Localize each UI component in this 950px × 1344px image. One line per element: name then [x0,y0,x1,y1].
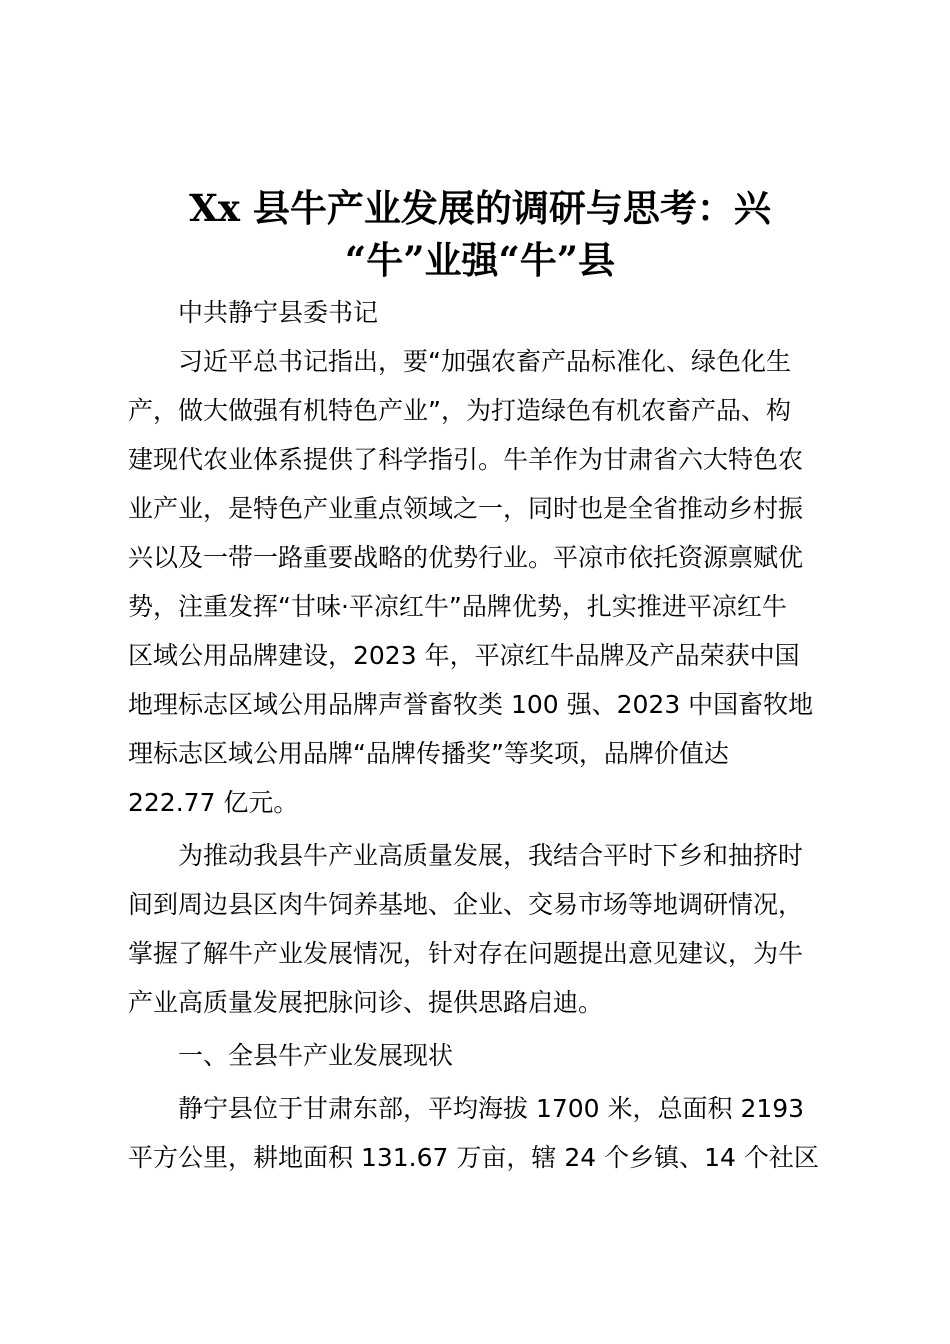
paragraph-purpose [128,831,840,1027]
text-line: 为推动我县牛产业高质量发展，我结合平时下乡和抽挤时 [178,841,804,870]
text-line: 区域公用品牌建设，2023 年，平凉红牛品牌及产品荣获中国 [128,641,800,670]
text-line: 产业高质量发展把脉问诊、提供思路启迪。 [128,988,604,1017]
text-line: 业产业，是特色产业重点领域之一，同时也是全省推动乡村振 [128,494,804,523]
text-line: 势，注重发挥“甘味·平凉红牛”品牌优势，扎实推进平凉红牛 [128,592,787,621]
paragraph-status [128,1084,840,1182]
document-body [128,288,840,1182]
author-text: 中共静宁县委书记 [178,298,379,327]
text-line: 掌握了解牛产业发展情况，针对存在问题提出意见建议，为牛 [128,939,804,968]
text-line: 间到周边县区肉牛饲养基地、企业、交易市场等地调研情况， [128,890,804,919]
text-line: 习近平总书记指出，要“加强农畜产品标准化、绿色化生 [178,347,791,376]
section-heading-text: 一、全县牛产业发展现状 [178,1041,454,1070]
text-line: 建现代农业体系提供了科学指引。牛羊作为甘肃省六大特色农 [128,445,804,474]
paragraph-intro [128,337,840,827]
text-line: 地理标志区域公用品牌声誉畜牧类 100 强、2023 中国畜牧地 [128,690,814,719]
text-line: 理标志区域公用品牌“品牌传播奖”等奖项，品牌价值达 [128,739,729,768]
text-line: 兴以及一带一路重要战略的优势行业。平凉市依托资源禀赋优 [128,543,804,572]
text-line: 静宁县位于甘肃东部，平均海拔 1700 米，总面积 2193 [178,1094,805,1123]
title-line: “牛”业强“牛”县 [344,238,616,282]
document-title [120,182,840,286]
text-line: 产，做大做强有机特色产业”，为打造绿色有机农畜产品、构 [128,396,791,425]
text-line: 平方公里，耕地面积 131.67 万亩，辖 24 个乡镇、14 个社区 [128,1143,819,1172]
author-line [128,288,840,337]
section-heading [128,1031,840,1080]
text-line: 222.77 亿元。 [128,788,299,817]
title-line: Xx 县牛产业发展的调研与思考：兴 [189,186,771,230]
